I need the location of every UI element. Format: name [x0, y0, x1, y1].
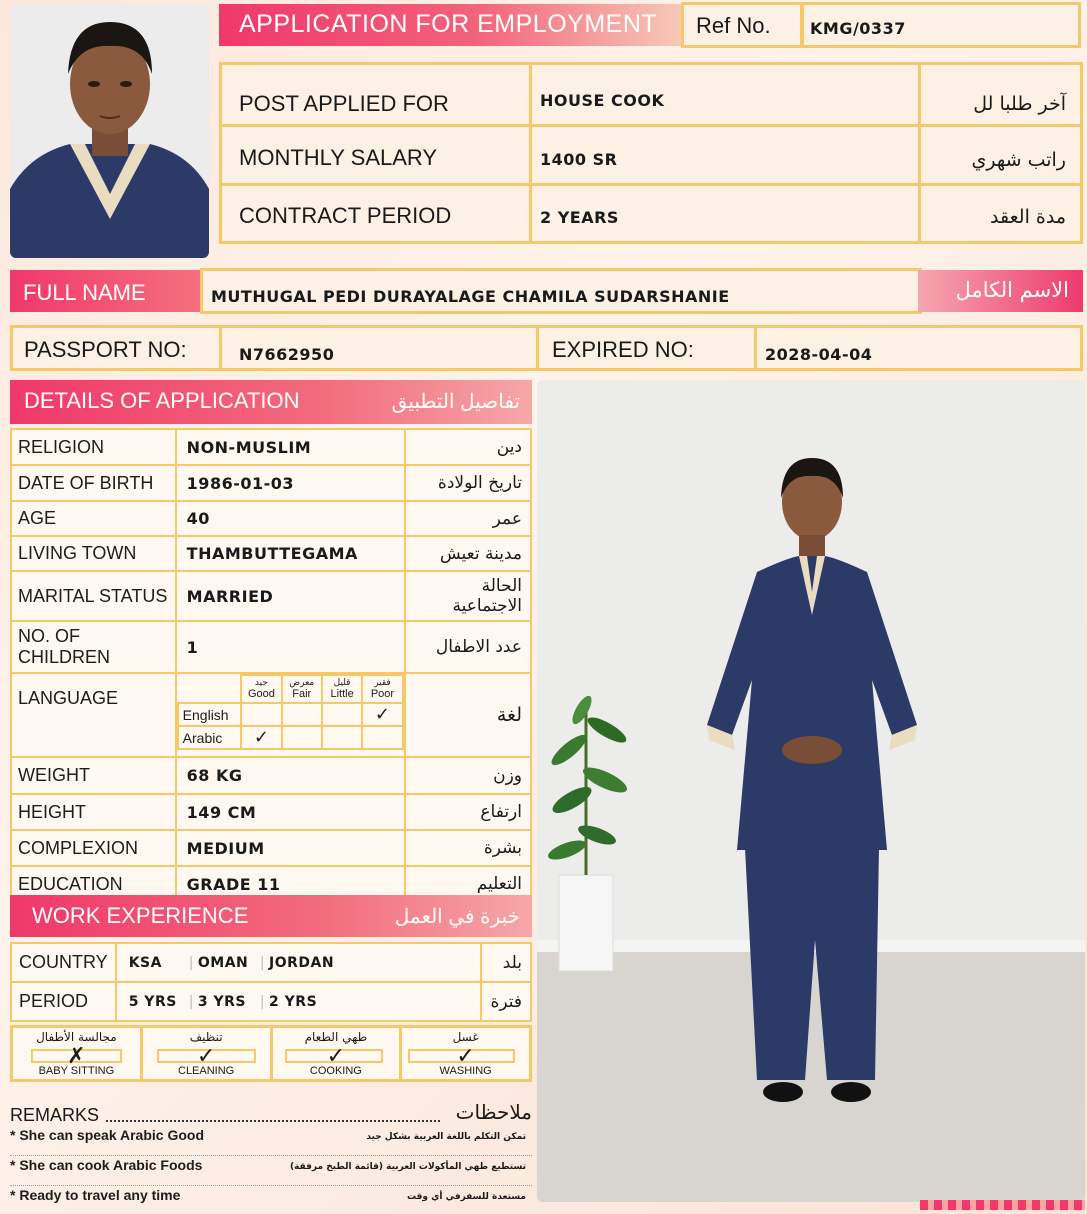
skill-arabic: غسل: [452, 1030, 479, 1044]
detail-row: [11, 501, 531, 536]
detail-row: [11, 757, 531, 794]
detail-value: 1986-01-03: [186, 473, 295, 493]
period-label: PERIOD: [11, 982, 116, 1021]
detail-value: 68 KG: [186, 766, 243, 785]
work-heading-arabic: خبرة في العمل: [394, 906, 520, 928]
work-heading-bar: [10, 895, 532, 937]
skill-arabic: مجالسة الأطفال: [36, 1030, 117, 1044]
remark-arabic: تستطيع طهي المأكولات العربية (قائمة الطبخ مرفقة): [289, 1162, 526, 1172]
remarks-header: [10, 1100, 532, 1126]
passport-value: N7662950: [239, 345, 335, 364]
language-name: English: [178, 703, 242, 726]
country-item: JORDAN: [269, 954, 335, 971]
detail-arabic: تاريخ الولادة: [437, 473, 522, 493]
full-name-arabic: الاسم الكامل: [955, 278, 1069, 302]
skill-box: [402, 1028, 529, 1079]
detail-label: NO. OF CHILDREN: [11, 621, 176, 673]
skill-box: [273, 1028, 403, 1079]
detail-arabic: وزن: [493, 765, 522, 786]
language-arabic: لغة: [496, 704, 522, 726]
portrait-illustration: [10, 4, 209, 258]
job-row-value: HOUSE COOK: [540, 91, 665, 110]
expiry-value: 2028-04-04: [765, 345, 873, 364]
details-heading-bar: [10, 380, 532, 424]
remark-arabic: تمكن التكلم باللغة العربية بشكل جيد: [366, 1132, 526, 1142]
level-english: Good: [247, 688, 275, 700]
application-title: APPLICATION FOR EMPLOYMENT: [239, 10, 658, 38]
detail-value: MEDIUM: [186, 838, 265, 858]
detail-arabic: ارتفاع: [480, 802, 522, 822]
detail-value: THAMBUTTEGAMA: [186, 544, 358, 563]
detail-row: [11, 465, 531, 501]
detail-value: MARRIED: [186, 586, 274, 606]
language-mark: [322, 703, 362, 726]
passport-row: [10, 325, 1083, 371]
skill-box: [13, 1028, 143, 1079]
detail-value: 1: [186, 637, 199, 657]
level-english: Poor: [370, 688, 395, 700]
detail-row: [11, 621, 531, 673]
skill-mark: ✗: [67, 1044, 86, 1069]
detail-row: [11, 794, 531, 830]
language-mark: [362, 726, 402, 749]
job-row-arabic: راتب شهري: [971, 149, 1066, 171]
language-label: LANGUAGE: [11, 673, 176, 757]
language-mark: [322, 726, 362, 749]
job-row-arabic: آخر طلبا لل: [973, 93, 1066, 115]
job-row-arabic: مدة العقد: [990, 206, 1066, 228]
skill-arabic: طهي الطعام: [304, 1030, 368, 1044]
details-table: [10, 428, 532, 903]
ref-value-cell: [801, 2, 1081, 48]
language-mark: [241, 703, 281, 726]
detail-label: COMPLEXION: [11, 830, 176, 866]
full-body-photo: [537, 380, 1085, 1202]
language-grid: [177, 674, 404, 750]
skill-english: WASHING: [439, 1065, 492, 1077]
skill-arabic: تنظيف: [189, 1030, 223, 1044]
language-mark: ✓: [241, 726, 281, 749]
language-row: [11, 673, 531, 757]
job-row-label: MONTHLY SALARY: [239, 145, 438, 170]
job-row-label: POST APPLIED FOR: [239, 91, 449, 116]
detail-arabic: الحالة الاجتماعية: [452, 576, 522, 616]
job-row-value: 1400 SR: [540, 150, 618, 169]
full-name-label-cell: [10, 270, 202, 312]
country-arabic: بلد: [502, 952, 522, 973]
country-row: COUNTRY KSA | OMAN | JORDAN بلد: [11, 943, 531, 982]
remark-english: * Ready to travel any time: [10, 1187, 181, 1203]
detail-label: RELIGION: [11, 429, 176, 465]
job-row-label: CONTRACT PERIOD: [239, 203, 452, 228]
period-item: 5 YRS: [128, 993, 177, 1010]
detail-label: EDUCATION: [11, 866, 176, 902]
level-english: Fair: [292, 688, 312, 700]
language-mark: [282, 703, 322, 726]
skills-row: [10, 1025, 532, 1082]
detail-arabic: عدد الاطفال: [435, 637, 522, 657]
level-arabic: قليل: [333, 678, 351, 688]
level-arabic: معرض: [289, 678, 315, 688]
skill-english: COOKING: [309, 1065, 362, 1077]
detail-value: GRADE 11: [186, 874, 281, 894]
level-arabic: فقير: [374, 678, 391, 688]
remark-english: * She can cook Arabic Foods: [10, 1157, 203, 1173]
detail-label: LIVING TOWN: [11, 536, 176, 571]
job-row: [222, 127, 1080, 186]
remark-arabic: مستعدة للسفرفي أي وقت: [406, 1192, 526, 1202]
full-name-value: MUTHUGAL PEDI DURAYALAGE CHAMILA SUDARSHANIE: [211, 287, 730, 306]
detail-value: 149 CM: [186, 802, 257, 822]
job-row: [222, 65, 1080, 127]
remark-english: * She can speak Arabic Good: [10, 1127, 204, 1143]
header-bar: [219, 4, 681, 46]
ref-value: KMG/0337: [810, 19, 906, 38]
language-mark: [282, 726, 322, 749]
skill-english: BABY SITTING: [38, 1065, 115, 1077]
detail-row: [11, 429, 531, 465]
job-table: [219, 62, 1083, 244]
level-arabic: جيد: [254, 678, 268, 688]
detail-row: [11, 571, 531, 621]
skill-english: CLEANING: [178, 1065, 235, 1077]
detail-row: [11, 830, 531, 866]
remarks-label: REMARKS: [10, 1105, 100, 1125]
language-name: Arabic: [178, 726, 242, 749]
detail-label: HEIGHT: [11, 794, 176, 830]
full-name-value-cell: [200, 268, 922, 314]
period-row: PERIOD 5 YRS | 3 YRS | 2 YRS فترة: [11, 982, 531, 1021]
detail-value: 40: [186, 509, 210, 528]
bottom-stripe: [920, 1200, 1085, 1210]
country-label: COUNTRY: [11, 943, 116, 982]
portrait-photo: [10, 4, 209, 258]
remark-line: [10, 1126, 532, 1156]
ref-label-cell: [681, 2, 803, 48]
detail-label: MARITAL STATUS: [11, 571, 176, 621]
remarks-arabic: ملاحظات: [455, 1100, 532, 1124]
language-mark: ✓: [362, 703, 402, 726]
full-name-arabic-cell: [918, 270, 1083, 312]
country-item: KSA: [128, 954, 162, 971]
detail-label: DATE OF BIRTH: [11, 465, 176, 501]
level-english: Little: [330, 688, 354, 700]
skill-mark: ✓: [456, 1044, 475, 1069]
details-heading-arabic: تفاصيل التطبيق: [391, 391, 520, 413]
detail-arabic: مدينة تعيش: [439, 543, 522, 564]
skill-mark: ✓: [326, 1044, 346, 1069]
detail-label: WEIGHT: [11, 757, 176, 794]
full-name-label: FULL NAME: [23, 280, 146, 305]
remarks-section: [10, 1100, 532, 1210]
job-row-value: 2 YEARS: [540, 208, 619, 227]
detail-label: AGE: [11, 501, 176, 536]
period-item: 2 YRS: [269, 993, 318, 1010]
detail-value: NON-MUSLIM: [186, 437, 312, 457]
remark-line: [10, 1156, 532, 1186]
skill-mark: ✓: [196, 1044, 216, 1069]
expiry-label: EXPIRED NO:: [552, 337, 694, 362]
details-heading: DETAILS OF APPLICATION: [24, 388, 300, 413]
detail-arabic: عمر: [492, 508, 522, 529]
full-body-illustration: [537, 380, 1085, 1202]
job-row: [222, 186, 1080, 241]
detail-row: [11, 536, 531, 571]
passport-label: PASSPORT NO:: [24, 337, 187, 362]
work-heading: WORK EXPERIENCE: [32, 903, 249, 928]
detail-arabic: بشرة: [483, 838, 522, 858]
remark-line: [10, 1186, 532, 1210]
country-item: OMAN: [197, 954, 249, 971]
detail-arabic: التعليم: [476, 874, 522, 894]
work-table: [10, 942, 532, 1022]
detail-arabic: دين: [496, 437, 522, 457]
period-item: 3 YRS: [197, 993, 246, 1010]
ref-label: Ref No.: [696, 13, 771, 38]
skill-box: [143, 1028, 273, 1079]
period-arabic: فترة: [490, 991, 522, 1012]
